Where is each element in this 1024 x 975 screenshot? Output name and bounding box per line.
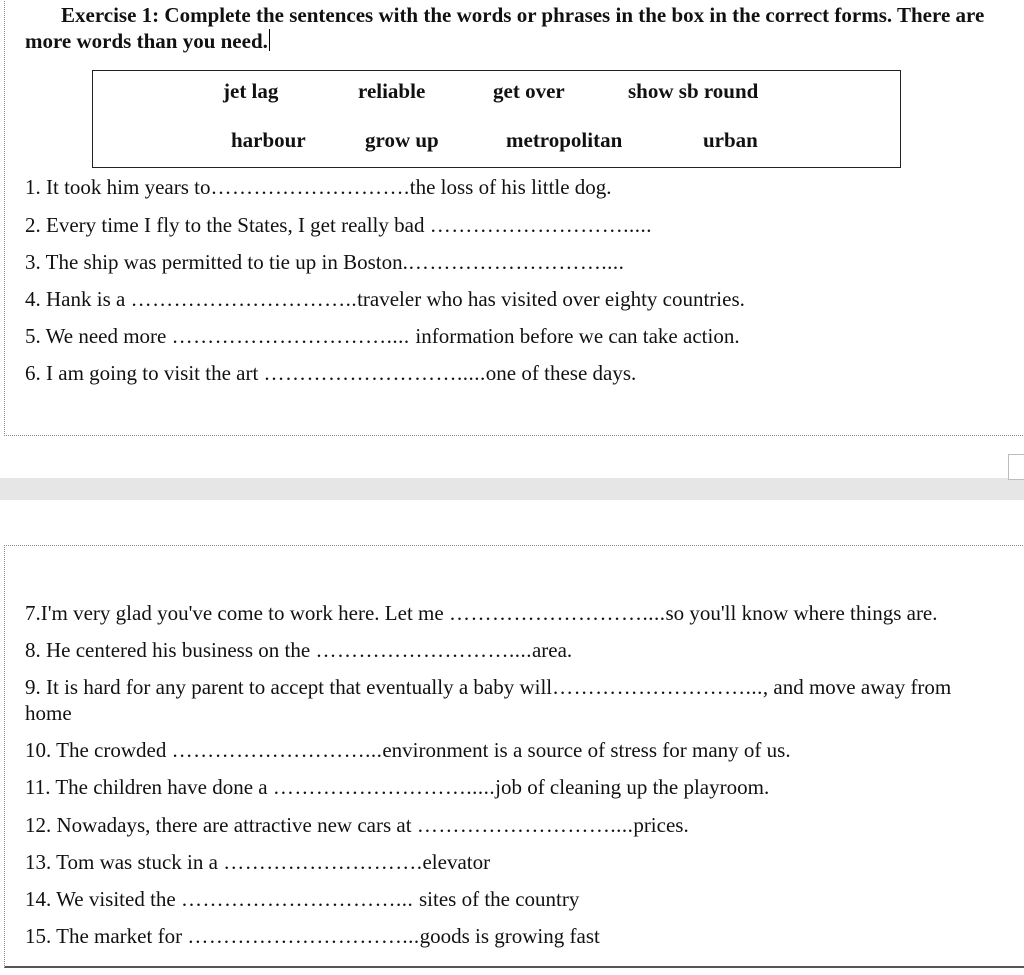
answer-blank[interactable]: …………………………...: [181, 887, 419, 911]
word-item: grow up: [365, 128, 439, 152]
word-box: [92, 70, 901, 168]
answer-blank[interactable]: ………………………....: [315, 638, 532, 662]
question-5: 5. We need more ………………………….... information before we can take action.: [25, 324, 740, 348]
answer-blank[interactable]: ……………………….....: [263, 361, 486, 385]
question-9: 9. It is hard for any parent to accept that eventually a baby will………………………..., and move away from home: [25, 675, 952, 725]
question-11: 11. The children have done a ……………………….....job of cleaning up the playroom.: [25, 775, 770, 799]
word-item: show sb round: [628, 79, 759, 103]
question-15: 15. The market for …………………………...goods is growing fast: [25, 924, 600, 948]
word-item: get over: [493, 79, 565, 103]
answer-blank[interactable]: ……………………….....: [272, 775, 496, 799]
answer-blank[interactable]: …………………………....: [171, 324, 416, 348]
question-10: 10. The crowded ………………………...environment is a source of stress for many of us.: [25, 738, 791, 762]
answer-blank[interactable]: ………………………....: [448, 601, 666, 625]
answer-blank[interactable]: ………………………....: [407, 250, 625, 274]
answer-blank[interactable]: ………………………...: [171, 738, 383, 762]
question-7: 7.I'm very glad you've come to work here. Let me ………………………....so you'll know where things are.: [25, 601, 938, 625]
question-4: 4. Hank is a …………………………..traveler who has visited over eighty countries.: [25, 287, 745, 311]
page-corner-marker: [1008, 454, 1024, 480]
answer-blank[interactable]: ……………………….: [223, 850, 423, 874]
answer-blank[interactable]: ……………………….: [210, 175, 410, 199]
word-item: harbour: [231, 128, 306, 152]
page-gap: [0, 478, 1024, 500]
answer-blank[interactable]: …………………………..: [130, 287, 358, 311]
answer-blank[interactable]: ……………………….....: [429, 213, 652, 237]
exercise-title[interactable]: Exercise 1: Complete the sentences with the words or phrases in the box in the correct forms. There are more words than you need.: [25, 3, 985, 53]
answer-blank[interactable]: ………………………...: [552, 675, 763, 699]
question-2: 2. Every time I fly to the States, I get really bad ……………………….....: [25, 213, 652, 237]
word-item: urban: [703, 128, 758, 152]
question-1: 1. It took him years to……………………….the loss of his little dog.: [25, 175, 612, 199]
question-6: 6. I am going to visit the art ……………………….....one of these days.: [25, 361, 637, 385]
question-14: 14. We visited the …………………………... sites of the country: [25, 887, 580, 911]
word-item: jet lag: [223, 79, 279, 103]
answer-blank[interactable]: …………………………...: [187, 924, 420, 948]
word-item: metropolitan: [506, 128, 623, 152]
text-cursor: [269, 29, 270, 51]
question-13: 13. Tom was stuck in a ……………………….elevator: [25, 850, 491, 874]
answer-blank[interactable]: ………………………....: [416, 813, 634, 837]
word-item: reliable: [358, 79, 426, 103]
question-3: 3. The ship was permitted to tie up in Boston.………………………....: [25, 250, 625, 274]
question-8: 8. He centered his business on the ………………………....area.: [25, 638, 573, 662]
question-12: 12. Nowadays, there are attractive new cars at ………………………....prices.: [25, 813, 689, 837]
